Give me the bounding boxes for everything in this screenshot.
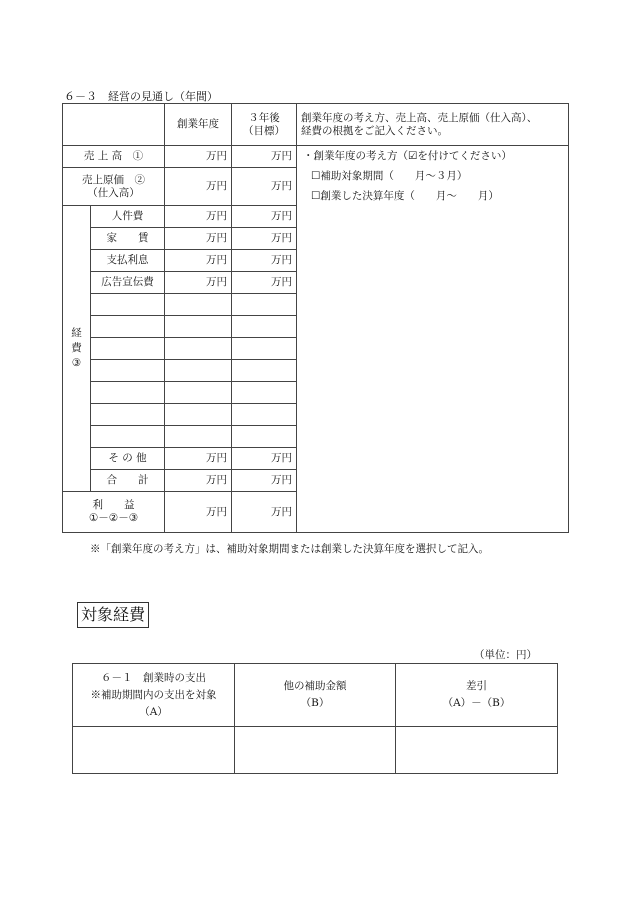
cogs-label-line1: 売上原価 ② [82,173,145,186]
blank-3yr-cell[interactable] [232,338,297,360]
blank-3yr-cell[interactable] [232,360,297,382]
rent-3yr-value[interactable]: 万円 [232,228,297,250]
profit-founding-value[interactable]: 万円 [165,492,232,533]
blank-3yr-cell[interactable] [232,316,297,338]
notes-cell[interactable] [297,146,569,533]
expense-header-b [235,664,396,727]
sales-3yr-value[interactable]: 万円 [232,146,297,168]
header-notes [297,104,569,146]
blank-item-cell[interactable] [91,382,165,404]
expense-total-label: 合 計 [91,470,165,492]
expense-category-char1: 経 [71,327,82,339]
expense-category-num: ③ [71,357,82,369]
blank-founding-cell[interactable] [165,316,232,338]
blank-item-cell[interactable] [91,316,165,338]
expense-header-a [73,664,235,727]
profit-3yr-value[interactable]: 万円 [232,492,297,533]
footnote: ※「創業年度の考え方」は、補助対象期間または創業した決算年度を選択して記入。 [90,543,489,555]
personnel-founding-value[interactable]: 万円 [165,206,232,228]
header-blank-cell [63,104,165,146]
target-expense-table [72,663,558,774]
table-header-row [63,104,569,146]
blank-3yr-cell[interactable] [232,404,297,426]
header-founding-year: 創業年度 [165,104,232,146]
blank-item-cell[interactable] [91,294,165,316]
cogs-founding-value[interactable]: 万円 [165,168,232,206]
notes-option-fiscal-year[interactable]: ☐創業した決算年度（ 月～ 月） [311,190,499,202]
expense-item-advertising: 広告宣伝費 [91,272,165,294]
section-title: ６－３ 経営の見通し（年間） [64,90,218,103]
profit-label-line2: ①－②－③ [88,512,139,524]
total-founding-value[interactable]: 万円 [165,470,232,492]
personnel-3yr-value[interactable]: 万円 [232,206,297,228]
expense-item-rent: 家 賃 [91,228,165,250]
expense-c-input-cell[interactable] [396,727,558,774]
expense-header-a-line2: ※補助期間内の支出を対象 [90,688,217,701]
blank-founding-cell[interactable] [165,382,232,404]
cogs-3yr-value[interactable]: 万円 [232,168,297,206]
blank-3yr-cell[interactable] [232,294,297,316]
expense-item-personnel: 人件費 [91,206,165,228]
target-expense-title: 対象経費 [77,602,149,628]
blank-item-cell[interactable] [91,360,165,382]
business-outlook-table [62,103,569,533]
expense-header-b-line2: （B） [300,697,330,709]
expense-a-input-cell[interactable] [73,727,235,774]
table-row [63,146,569,168]
other-founding-value[interactable]: 万円 [165,448,232,470]
expense-header-a-line1: ６－１ 創業時の支出 [101,671,206,684]
header-notes-line2: 経費の根拠をご記入ください。 [301,124,448,137]
notes-heading: ・創業年度の考え方（☑を付けてください） [303,150,512,162]
header-three-years-line1: ３年後 [248,111,280,124]
blank-founding-cell[interactable] [165,338,232,360]
sales-label: 売 上 高 ① [63,146,165,168]
blank-item-cell[interactable] [91,404,165,426]
profit-label-line1: 利 益 [92,499,135,511]
header-three-years-line2: （目標） [243,124,285,137]
cogs-label-line2: （仕入高） [87,186,140,199]
expense-header-b-line1: 他の補助金額 [283,680,347,692]
expense-header-c-line1: 差引 [466,680,487,692]
sales-founding-value[interactable]: 万円 [165,146,232,168]
total-3yr-value[interactable]: 万円 [232,470,297,492]
expense-category-char2: 費 [71,342,82,354]
expense-item-interest: 支払利息 [91,250,165,272]
expense-category-cell [63,206,91,492]
rent-founding-value[interactable]: 万円 [165,228,232,250]
blank-3yr-cell[interactable] [232,382,297,404]
other-3yr-value[interactable]: 万円 [232,448,297,470]
blank-founding-cell[interactable] [165,294,232,316]
header-three-years [232,104,297,146]
blank-item-cell[interactable] [91,338,165,360]
interest-3yr-value[interactable]: 万円 [232,250,297,272]
blank-founding-cell[interactable] [165,426,232,448]
header-notes-line1: 創業年度の考え方、売上高、売上原価（仕入高）、 [301,111,538,124]
profit-label [63,492,165,533]
blank-founding-cell[interactable] [165,404,232,426]
expense-header-a-line3: （A） [139,705,168,718]
unit-label: （単位：円） [474,649,537,661]
blank-3yr-cell[interactable] [232,426,297,448]
expense-item-other: そ の 他 [91,448,165,470]
expense-b-input-cell[interactable] [235,727,396,774]
blank-founding-cell[interactable] [165,360,232,382]
advertising-founding-value[interactable]: 万円 [165,272,232,294]
cogs-label [63,168,165,206]
expense-header-row [73,664,558,727]
interest-founding-value[interactable]: 万円 [165,250,232,272]
expense-header-c-line2: （A）－（B） [442,697,511,709]
table-row [73,727,558,774]
blank-item-cell[interactable] [91,426,165,448]
notes-option-subsidy-period[interactable]: ☐補助対象期間（ 月～３月） [311,170,468,182]
advertising-3yr-value[interactable]: 万円 [232,272,297,294]
expense-header-c [396,664,558,727]
